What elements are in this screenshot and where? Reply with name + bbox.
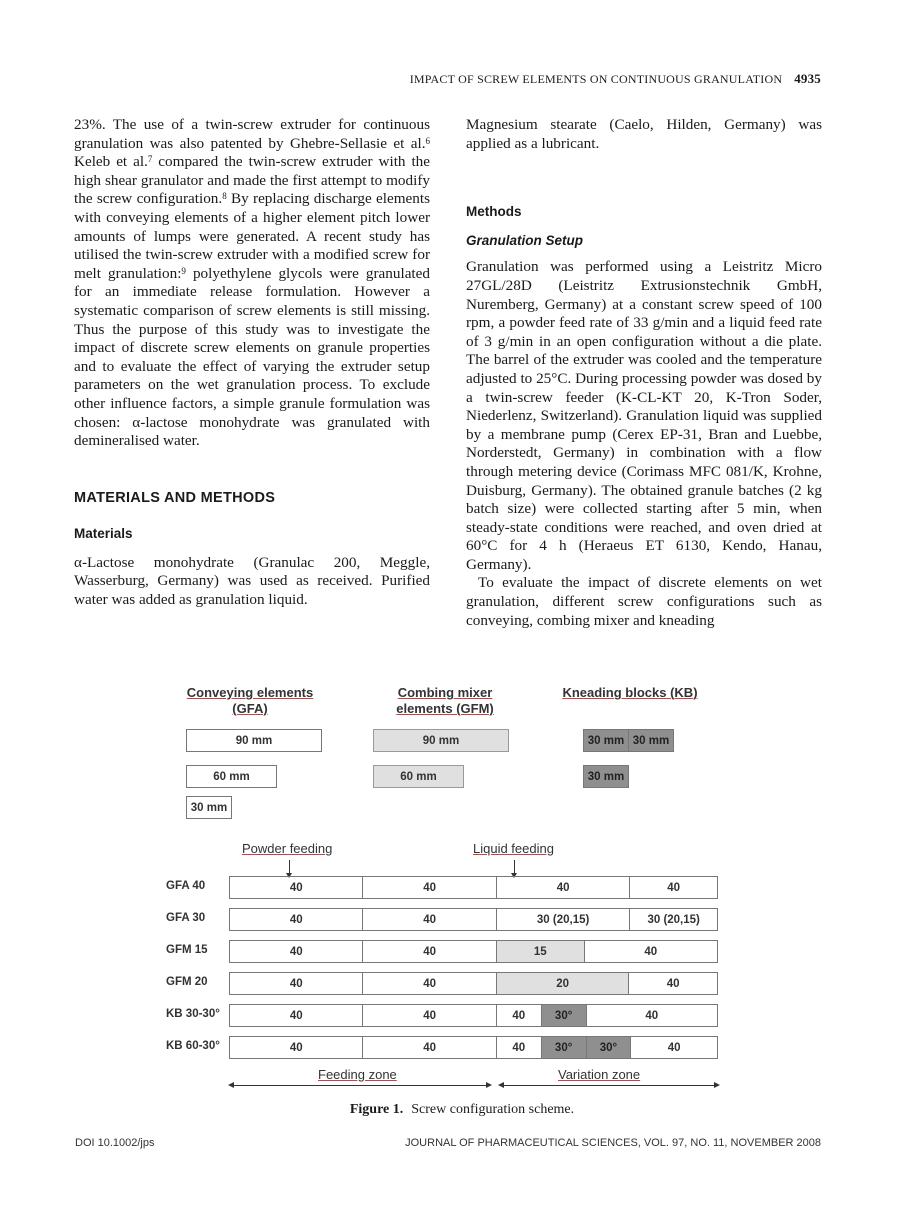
screw-element-gfa: 40 xyxy=(363,877,496,898)
powder-feeding-arrow-icon xyxy=(289,860,290,874)
running-head xyxy=(75,71,821,87)
legend-kb-30c: 30 mm xyxy=(583,765,629,788)
screw-element-gfa: 40 xyxy=(363,1037,496,1058)
screw-element-gfa: 40 xyxy=(667,881,681,894)
variation-zone-arrow-icon xyxy=(502,1085,716,1086)
screw-element-gfa: 40 xyxy=(666,977,680,990)
footer-journal: JOURNAL OF PHARMACEUTICAL SCIENCES, VOL. 97, NO. 11, NOVEMBER 2008 xyxy=(405,1137,821,1149)
setup-paragraph: Granulation was performed using a Leistritz Micro 27GL/28D (Leistritz Extrusionstechnik GmbH, Nuremberg, Germany) at a constant screw speed of 100 rpm, a powder feed rate of 33 g/min and a liquid feed rate of 3 g/min in an open configuration without a die plate. The barrel of the extruder was cooled and the temperature adjusted to 25°C. During processing powder was dosed by a twin-screw feeder (K-CL-KT 20, K-Tron Soder, Niederlenz, Switzerland). Granulation liquid was supplied by a membrane pump (Cerex EP-31, Bran and Luebbe, Norderstedt, Germany) in combination with a flow through metering device (Corimass MFC 081/K, Krohne, Duisburg, Germany). The obtained granule batches (2 kg batch size) were collected starting after 5 min, when steady-state conditions were reached, and oven dried at 60°C for 4 h (Heraeus ET 6130, Kendo, Hanau, Germany). xyxy=(466,258,822,573)
legend-heading-gfm: Combing mixer elements (GFM) xyxy=(396,685,494,716)
config-row xyxy=(229,876,718,899)
citation-7[interactable]: 7 xyxy=(147,154,153,165)
citation-8[interactable]: 8 xyxy=(222,191,227,202)
config-row-label: KB 30-30° xyxy=(166,1008,220,1020)
legend-gfa-90: 90 mm xyxy=(186,729,322,752)
config-row xyxy=(229,1004,718,1027)
caption-label: Figure 1. xyxy=(349,1102,404,1117)
screw-element-gfa: 40 xyxy=(230,909,363,930)
feeding-zone-arrow-icon xyxy=(232,1085,488,1086)
lubricant-paragraph: Magnesium stearate (Caelo, Hilden, Germany) was applied as a lubricant. xyxy=(466,116,822,152)
screw-element-gfa: 40 xyxy=(363,1005,496,1026)
config-row xyxy=(229,1036,718,1059)
screw-element-gfa: 40 xyxy=(230,1005,363,1026)
citation-9[interactable]: 9 xyxy=(181,265,186,276)
figure-screw-configuration xyxy=(160,680,730,1090)
subheading-methods: Methods xyxy=(466,204,522,220)
powder-feeding-label: Powder feeding xyxy=(242,841,333,856)
variation-zone-label: Variation zone xyxy=(558,1067,641,1082)
screw-element-gfa: 40 xyxy=(363,909,496,930)
screw-element-kb: 30° xyxy=(587,1037,632,1058)
caption-text: Screw configuration scheme. xyxy=(411,1102,575,1117)
config-row-label: GFM 20 xyxy=(166,976,208,988)
legend-gfa-60: 60 mm xyxy=(186,765,277,788)
screw-element-gfa: 40 xyxy=(230,877,363,898)
screw-element-gfa: 40 xyxy=(363,941,496,962)
page-footer xyxy=(75,1137,821,1149)
screw-element-gfa: 40 xyxy=(497,1005,542,1026)
config-row-label: GFA 30 xyxy=(166,912,206,924)
screw-element-gfa: 30 (20,15) xyxy=(497,909,630,930)
feeding-zone-label: Feeding zone xyxy=(318,1067,397,1082)
liquid-feeding-arrow-icon xyxy=(514,860,515,874)
screw-element-gfa: 40 xyxy=(230,941,363,962)
screw-element-gfa: 40 xyxy=(230,973,363,994)
left-column xyxy=(74,116,430,610)
screw-element-gfa: 40 xyxy=(644,945,658,958)
config-row-label: GFA 40 xyxy=(166,880,206,892)
subheading-materials: Materials xyxy=(74,526,133,542)
screw-element-kb: 30° xyxy=(542,1037,587,1058)
screw-element-gfm: 15 xyxy=(497,941,585,962)
screw-element-gfa: 40 xyxy=(497,1037,542,1058)
legend-gfa-30: 30 mm xyxy=(186,796,232,819)
page-number: 4935 xyxy=(794,71,821,86)
footer-doi: DOI 10.1002/jps xyxy=(75,1137,155,1149)
evaluate-paragraph: To evaluate the impact of discrete elements on wet granulation, different screw configurations such as conveying, combing mixer and kneading xyxy=(466,574,822,629)
legend-heading-kb: Kneading blocks (KB) xyxy=(562,685,698,700)
config-row xyxy=(229,940,718,963)
config-row-label: GFM 15 xyxy=(166,944,208,956)
intro-paragraph: 23%. The use of a twin-screw extruder for continuous granulation was also patented by Ghebre-Sellasie et al.$^6$ Keleb et al.$^7$ compared the twin-screw extruder with the high shear granulator and made the first attempt to modify the screw configuration.$^8$ By replacing discharge elements with conveying elements of a higher element pitch lower amounts of lumps were generated. A recent study has utilised the twin-screw extruder with a modified screw for melt granulation:$^9$ polyethylene glycols were granulated for an immediate release formulation. However a systematic comparison of screw elements is still missing. Thus the purpose of this study was to investigate the impact of discrete screw elements on granule properties and to evaluate the effect of varying the extruder setup parameters on the wet granulation process. To exclude other influence factors, a simple granule formulation was chosen: α-lactose monohydrate was granulated with demineralised water. xyxy=(74,116,431,450)
config-row-label: KB 60-30° xyxy=(166,1040,220,1052)
screw-element-gfa: 40 xyxy=(363,973,496,994)
subheading-granulation-setup: Granulation Setup xyxy=(466,232,584,248)
screw-element-gfa: 30 (20,15) xyxy=(647,913,700,926)
screw-element-gfa: 40 xyxy=(230,1037,363,1058)
config-row xyxy=(229,908,718,931)
liquid-feeding-label: Liquid feeding xyxy=(473,841,554,856)
legend-kb-30a: 30 mm xyxy=(583,729,629,752)
config-row xyxy=(229,972,718,995)
section-heading-materials-methods: MATERIALS AND METHODS xyxy=(74,489,276,506)
screw-element-gfa: 40 xyxy=(645,1009,659,1022)
materials-paragraph: α-Lactose monohydrate (Granulac 200, Meggle, Wasserburg, Germany) was used as received. Purified water was added as granulation liquid. xyxy=(74,553,430,609)
legend-kb-30b: 30 mm xyxy=(628,729,674,752)
legend-gfm-90: 90 mm xyxy=(373,729,509,752)
citation-6[interactable]: 6 xyxy=(425,135,430,146)
right-column xyxy=(466,116,822,630)
running-title: IMPACT OF SCREW ELEMENTS ON CONTINUOUS GRANULATION xyxy=(409,72,783,86)
legend-heading-gfa: Conveying elements (GFA) xyxy=(186,685,314,716)
figure-caption xyxy=(0,1102,924,1118)
screw-element-gfm: 20 xyxy=(497,973,629,994)
screw-element-kb: 30° xyxy=(542,1005,587,1026)
screw-element-gfa: 40 xyxy=(667,1041,681,1054)
screw-element-gfa: 40 xyxy=(497,877,630,898)
legend-gfm-60: 60 mm xyxy=(373,765,464,788)
